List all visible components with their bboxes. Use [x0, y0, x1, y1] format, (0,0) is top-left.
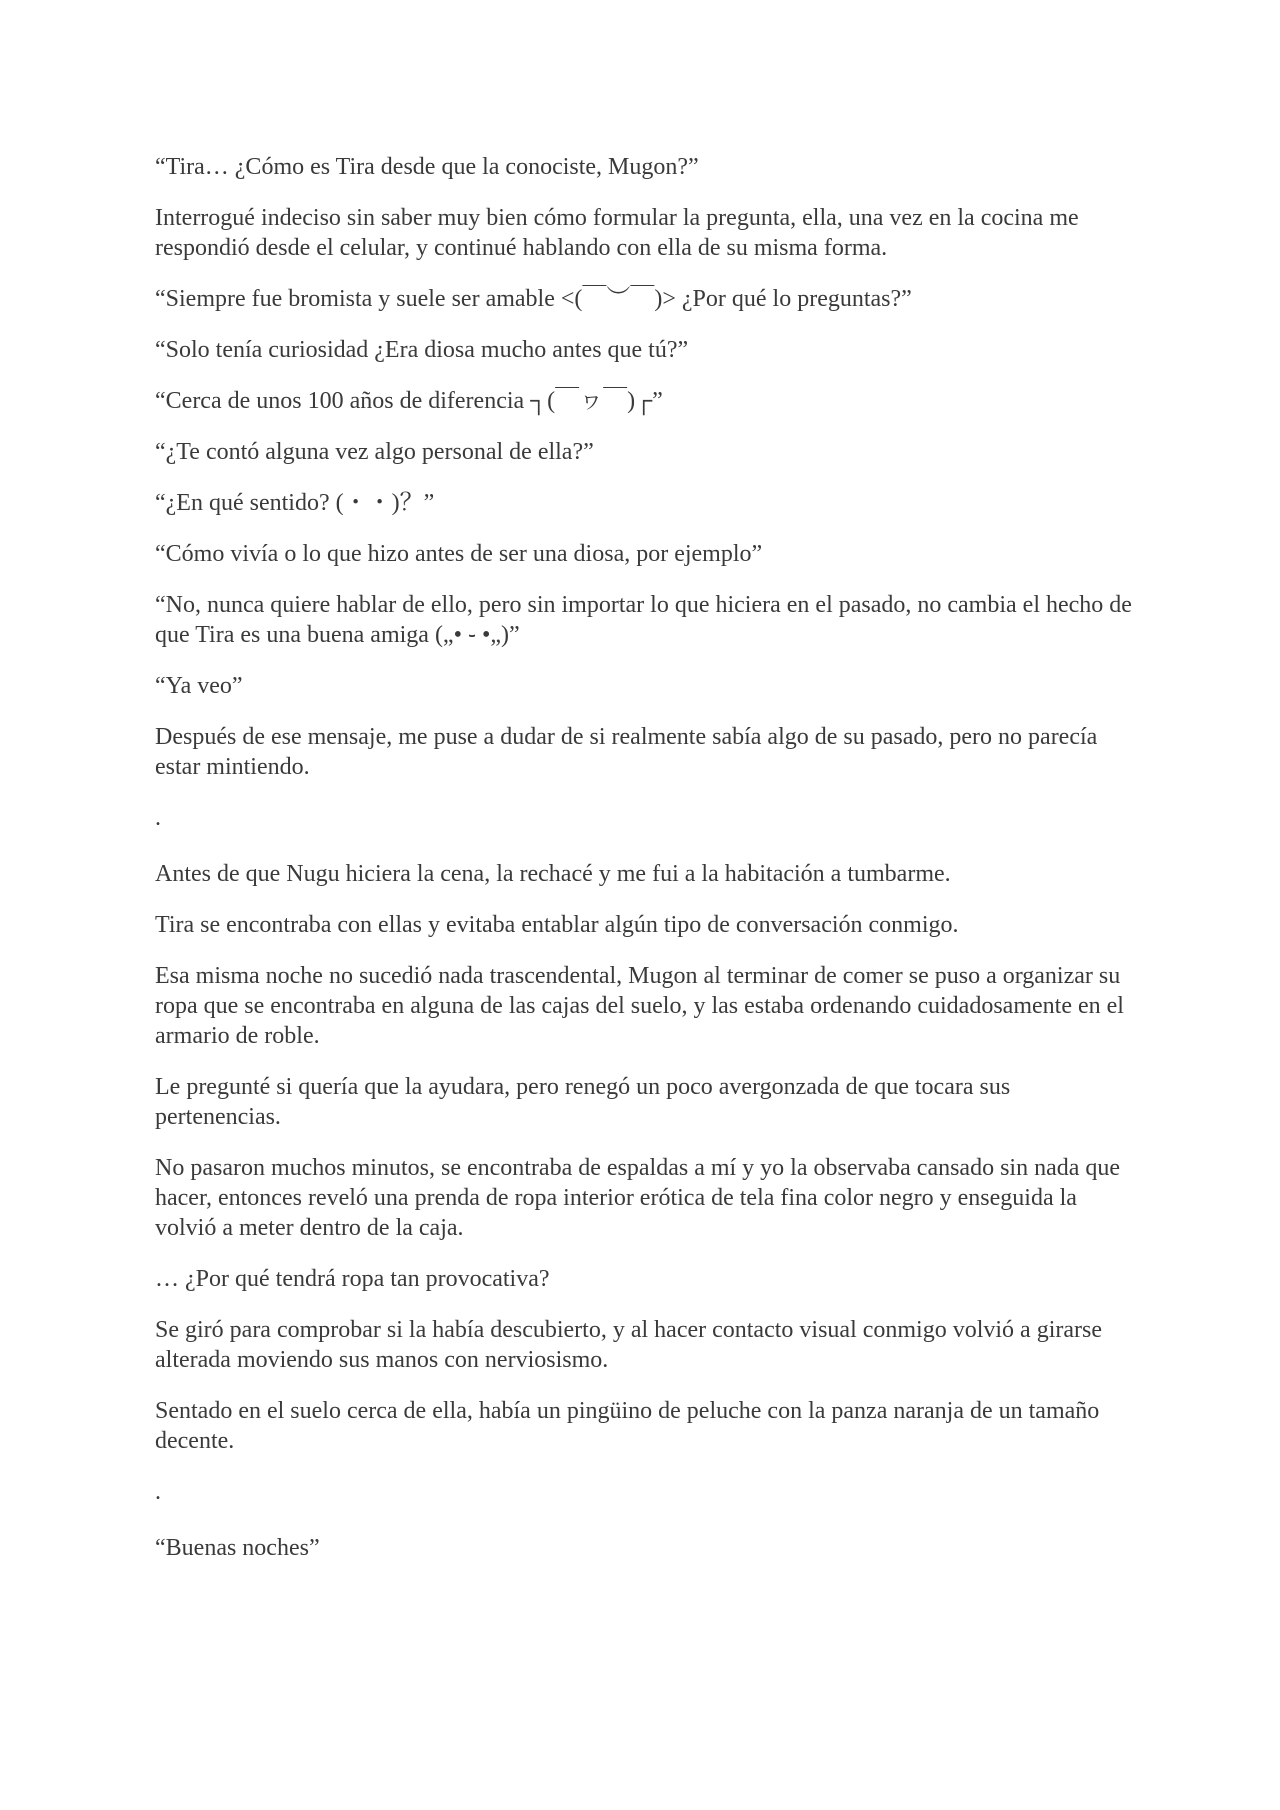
paragraph: “No, nunca quiere hablar de ello, pero sin importar lo que hiciera en el pasado, no cambia el hecho de que Tira es una buena amiga („• ֊ •„)”: [155, 592, 1132, 648]
paragraph: Antes de que Nugu hiciera la cena, la rechacé y me fui a la habitación a tumbarme.: [155, 861, 951, 887]
paragraph: Interrogué indeciso sin saber muy bien cómo formular la pregunta, ella, una vez en la cocina me respondió desde el celular, y continué hablando con ella de su misma forma.: [155, 205, 1079, 261]
paragraph: “¿En qué sentido? (・・)？”: [155, 490, 435, 516]
scene-separator: .: [155, 805, 161, 831]
paragraph: Sentado en el suelo cerca de ella, había un pingüino de peluche con la panza naranja de un tamaño decente.: [155, 1398, 1100, 1454]
paragraph: … ¿Por qué tendrá ropa tan provocativa?: [155, 1266, 550, 1292]
paragraph: Después de ese mensaje, me puse a dudar de si realmente sabía algo de su pasado, pero no parecía estar mintiendo.: [155, 724, 1098, 780]
paragraph: Le pregunté si quería que la ayudara, pero renegó un poco avergonzada de que tocara sus pertenencias.: [155, 1074, 1011, 1130]
document-body: [155, 152, 1135, 1584]
paragraph: Se giró para comprobar si la había descubierto, y al hacer contacto visual conmigo volvió a girarse alterada moviendo sus manos con nerviosismo.: [155, 1317, 1103, 1373]
paragraph: “Ya veo”: [155, 673, 243, 699]
paragraph: “Tira… ¿Cómo es Tira desde que la conociste, Mugon?”: [155, 154, 699, 180]
paragraph: Tira se encontraba con ellas y evitaba entablar algún tipo de conversación conmigo.: [155, 912, 959, 938]
paragraph: “Cerca de unos 100 años de diferencia ┐(￣ヮ￣)┌”: [155, 388, 663, 414]
scene-separator: .: [155, 1479, 161, 1505]
paragraph: “Solo tenía curiosidad ¿Era diosa mucho antes que tú?”: [155, 337, 689, 363]
paragraph: No pasaron muchos minutos, se encontraba de espaldas a mí y yo la observaba cansado sin nada que hacer, entonces reveló una prenda de ropa interior erótica de tela fina color negro y enseguida la volvió a meter dentro de la caja.: [155, 1155, 1121, 1241]
paragraph: “Buenas noches”: [155, 1535, 320, 1561]
paragraph: “¿Te contó alguna vez algo personal de ella?”: [155, 439, 594, 465]
paragraph: “Siempre fue bromista y suele ser amable <(￣︶￣)> ¿Por qué lo preguntas?”: [155, 286, 912, 312]
paragraph: Esa misma noche no sucedió nada trascendental, Mugon al terminar de comer se puso a organizar su ropa que se encontraba en alguna de las cajas del suelo, y las estaba ordenando cuidadosamente en el armario de roble.: [155, 963, 1124, 1049]
paragraph: “Cómo vivía o lo que hizo antes de ser una diosa, por ejemplo”: [155, 541, 763, 567]
